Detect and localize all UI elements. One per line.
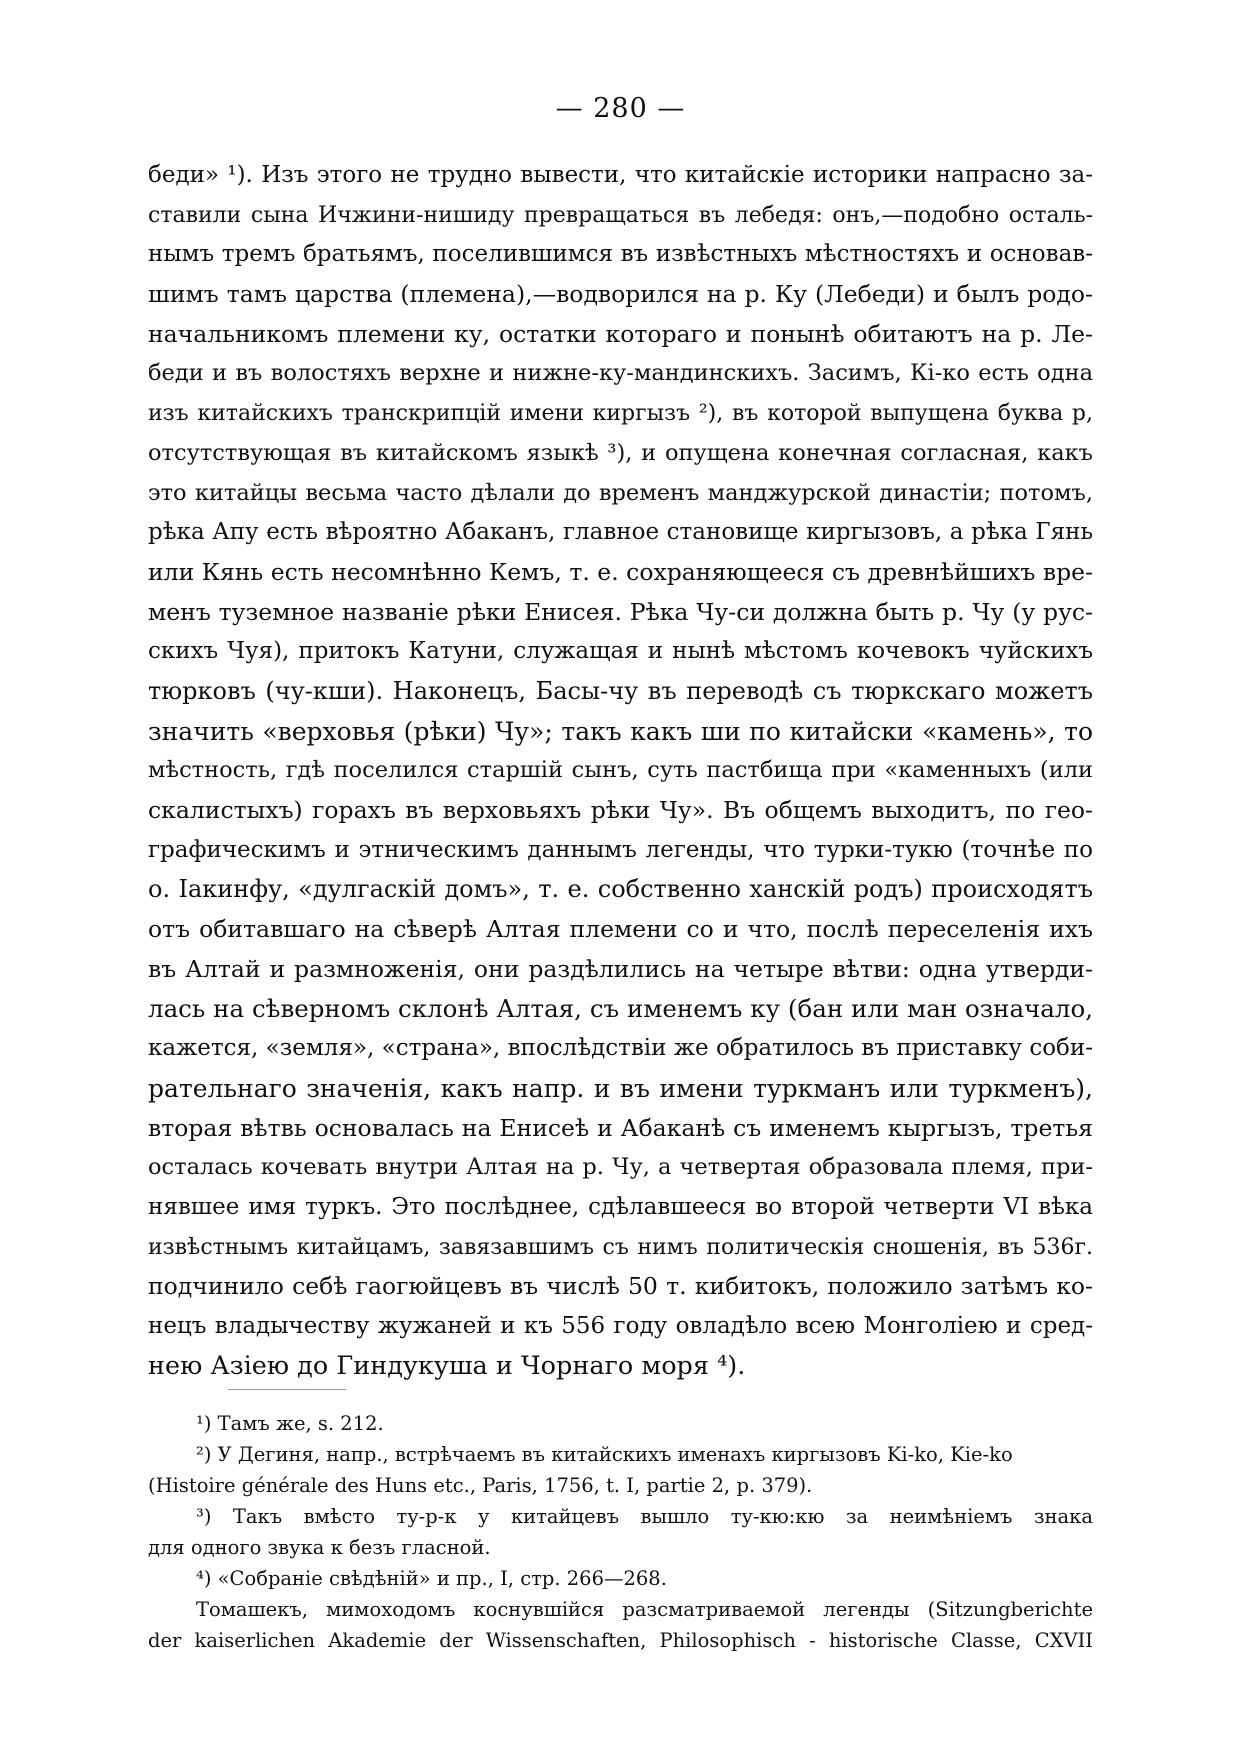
- footnote-3: ³) Такъ вмѣсто ту-р-к у китайцевъ вышло ту-кю:кю за неимѣніемъ знака: [196, 1505, 1093, 1528]
- body-line: или Кянь есть несомнѣнно Кемъ, т. е. сохраняющееся съ древнѣйшихъ вре-: [148, 557, 1093, 586]
- body-text: [148, 156, 1093, 1386]
- body-line: осталась кочевать внутри Алтая на р. Чу, а четвертая образовала племя, при-: [148, 1154, 1093, 1181]
- footnotes: [148, 1408, 1093, 1656]
- body-line: отъ обитавшаго на сѣверѣ Алтая племени со и что, послѣ переселенія ихъ: [148, 915, 1093, 944]
- footnote-3-continued: для одного звука к безъ гласной.: [148, 1536, 491, 1559]
- footnote-4: ⁴) «Собраніе свѣдѣній» и пр., I, стр. 266—268.: [196, 1567, 667, 1590]
- body-line: графическимъ и этническимъ даннымъ легенды, что турки-тукю (точнѣе по: [148, 836, 1093, 863]
- body-line: вторая вѣтвь основалась на Енисеѣ и Абаканѣ съ именемъ кыргызъ, третья: [148, 1113, 1093, 1142]
- body-line: ставили сына Ичжини-нишиду превращаться въ лебедя: онъ,—подобно осталь-: [148, 202, 1093, 228]
- body-line: скалистыхъ) горахъ въ верховьяхъ рѣки Чу». Въ общемъ выходитъ, по гео-: [148, 796, 1093, 824]
- body-line: мѣстность, гдѣ поселился старшій сынъ, суть пастбища при «каменныхъ (или: [148, 757, 1093, 784]
- body-line: изъ китайскихъ транскрипцій имени киргызъ ²), въ которой выпущена буква р,: [148, 401, 1093, 427]
- body-line: шимъ тамъ царства (племена),—водворился на р. Ку (Лебеди) и былъ родо-: [148, 280, 1093, 309]
- body-line: извѣстнымъ китайцамъ, завязавшимъ съ нимъ политическія сношенія, въ 536г.: [148, 1234, 1093, 1260]
- footnote-4-continued: der kaiserlichen Akademie der Wissenschaften, Philosophisch - historische Classe, CXVII: [148, 1629, 1093, 1652]
- footnote-2: ²) У Дегиня, напр., встрѣчаемъ въ китайскихъ именахъ киргызовъ Ki-ko, Kie-ko: [196, 1443, 1013, 1466]
- body-line: въ Алтай и размноженія, они раздѣлились на четыре вѣтви: одна утверди-: [148, 954, 1093, 983]
- footnote-1: ¹) Тамъ же, s. 212.: [196, 1412, 384, 1435]
- body-line: нецъ владычеству жужаней и къ 556 году овладѣло всею Монголіею и сред-: [148, 1312, 1093, 1339]
- body-line: о. Іакинфу, «дулгаскій домъ», т. е. собственно ханскій родъ) происходятъ: [148, 875, 1093, 904]
- footnote-2-continued: (Histoire générale des Huns etc., Paris, 1756, t. I, partie 2, p. 379).: [148, 1474, 813, 1497]
- body-line: тюрковъ (чу-кши). Наконецъ, Басы-чу въ переводѣ съ тюркскаго можетъ: [148, 676, 1093, 705]
- body-line: это китайцы весьма часто дѣлали до временъ манджурской династіи; потомъ,: [148, 479, 1093, 506]
- page-number: — 280 —: [555, 93, 686, 124]
- body-line: отсутствующая въ китайскомъ языкѣ ³), и опущена конечная согласная, какъ: [148, 439, 1093, 466]
- body-line: менъ туземное названіе рѣки Енисея. Рѣка Чу-си должна быть р. Чу (у рус-: [148, 597, 1093, 626]
- footnote-separator: [228, 1389, 346, 1390]
- body-line: рѣка Апу есть вѣроятно Абаканъ, главное становище киргызовъ, а рѣка Гянь: [148, 519, 1093, 546]
- body-line: значить «верховья (рѣки) Чу»; такъ какъ ши по китайски «камень», то: [148, 716, 1093, 746]
- body-line: беди и въ волостяхъ верхне и нижне-ку-мандинскихъ. Засимъ, Кі-ко есть одна: [148, 360, 1093, 387]
- body-line: начальникомъ племени ку, остатки котораго и понынѣ обитаютъ на р. Ле-: [148, 319, 1093, 348]
- footnote-4-continued: Томашекъ, мимоходомъ коснувшійся разсматриваемой легенды (Sitzungberichte: [196, 1598, 1093, 1621]
- body-line: кажется, «земля», «страна», впослѣдствіи же обратилось въ приставку соби-: [148, 1035, 1093, 1062]
- body-line: беди» ¹). Изъ этого не трудно вывести, что китайскіе историки напрасно за-: [148, 162, 1093, 188]
- body-line: нымъ тремъ братьямъ, поселившимся въ извѣстныхъ мѣстностяхъ и основав-: [148, 241, 1093, 268]
- body-line: нею Азіею до Гиндукуша и Чорнаго моря ⁴).: [148, 1350, 746, 1381]
- body-line: лась на сѣверномъ склонѣ Алтая, съ именемъ ку (бан или ман означало,: [148, 994, 1093, 1024]
- body-line: нявшее имя туркъ. Это послѣднее, сдѣлавшееся во второй четверти VI вѣка: [148, 1193, 1093, 1220]
- body-line: подчинило себѣ гаогюйцевъ въ числѣ 50 т. кибитокъ, положило затѣмъ ко-: [148, 1272, 1093, 1301]
- body-line: скихъ Чуя), притокъ Катуни, служащая и нынѣ мѣстомъ кочевокъ чуйскихъ: [148, 638, 1093, 665]
- body-line: рательнаго значенія, какъ напр. и въ имени туркманъ или туркменъ),: [148, 1073, 1093, 1103]
